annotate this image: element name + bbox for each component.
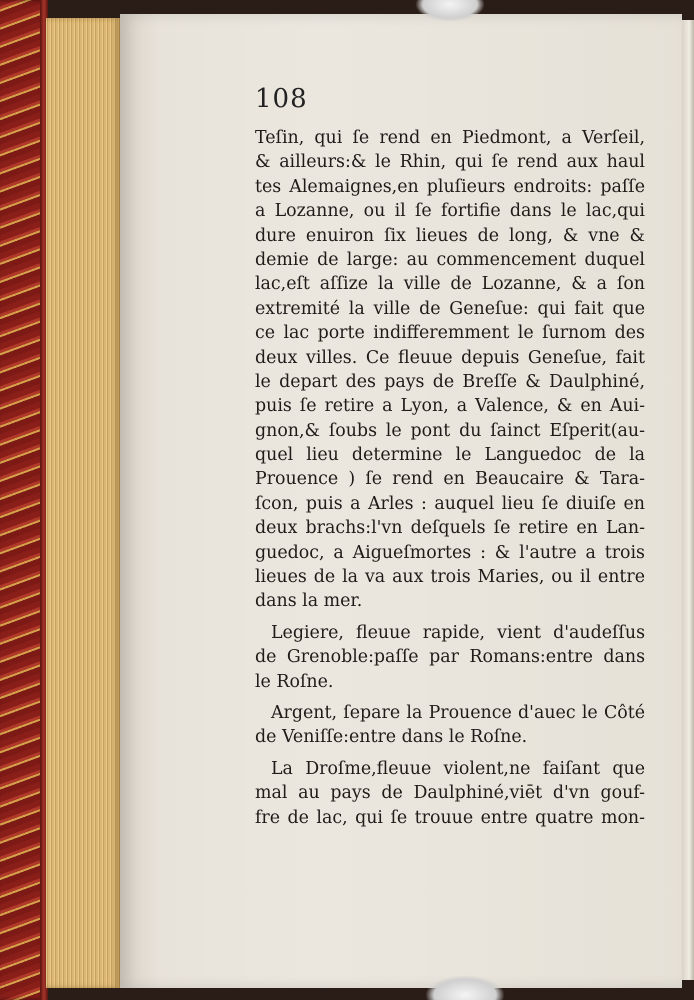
text-line: & ailleurs:& le Rhin, qui ſe rend aux haul (255, 152, 645, 173)
text-line: guedoc, a Aigueſmortes : & l'autre a trois (255, 542, 645, 563)
text-line: La Droſme,fleuue violent,ne faiſant que (271, 758, 645, 779)
text-line: mal au pays de Daulphiné,viēt d'vn gouf- (255, 783, 645, 804)
text-line: dure enuiron ſix lieues de long, & vne & (255, 225, 645, 246)
text-line: lac,eſt aſſize la ville de Lozanne, & a ſon (255, 274, 645, 295)
text-line: deux brachs:l'vn deſquels ſe retire en Lan- (255, 518, 645, 539)
facing-page-edge (682, 20, 694, 980)
text-line: ſcon, puis a Arles : auquel lieu ſe diuiſe en (255, 493, 645, 514)
text-line: dans la mer. (255, 591, 363, 612)
text-line: Prouence ) ſe rend en Beaucaire & Tara- (255, 469, 645, 490)
text-line: de Grenoble:paſſe par Romans:entre dans (255, 647, 645, 668)
paragraph-4 (255, 757, 645, 830)
text-line: ce lac porte indifferemment le ſurnom des (255, 323, 645, 344)
page-clip-top (415, 0, 485, 22)
text-line: lieues de la va aux trois Maries, ou il entre (255, 567, 645, 588)
page-number: 108 (255, 84, 308, 114)
text-line: demie de large: au commencement duquel (255, 249, 645, 270)
text-line: Legiere, fleuue rapide, vient d'audeſſus (271, 622, 645, 643)
text-line: de Veniſſe:entre dans le Roſne. (255, 727, 528, 748)
text-line: le Roſne. (255, 671, 334, 692)
text-line: tes Alemaignes,en pluſieurs endroits: paſſe (255, 176, 645, 197)
text-line: Argent, ſepare la Prouence d'auec le Côté (271, 702, 645, 723)
text-line: gnon,& ſoubs le pont du ſainct Eſperit(au- (255, 420, 645, 441)
paragraph-1 (255, 126, 645, 614)
body-text (255, 126, 645, 830)
text-line: a Lozanne, ou il ſe fortifie dans le lac,qui (255, 201, 645, 222)
page-clip-bottom (425, 975, 505, 1000)
text-line: Teſin, qui ſe rend en Piedmont, a Verſeil, (255, 128, 645, 148)
gilt-page-edges (46, 18, 120, 988)
text-line: puis ſe retire a Lyon, a Valence, & en Aui- (255, 396, 645, 417)
paragraph-3 (255, 701, 645, 750)
text-line: le depart des pays de Breſſe & Daulphiné, (255, 371, 645, 392)
paragraph-2 (255, 621, 645, 694)
text-line: fre de lac, qui ſe trouue entre quatre mon- (255, 807, 645, 828)
text-line: extremité la ville de Geneſue: qui fait que (255, 298, 645, 319)
text-line: deux villes. Ce fleuue depuis Geneſue, fait (255, 347, 645, 368)
text-line: quel lieu determine le Languedoc de la (255, 445, 645, 466)
